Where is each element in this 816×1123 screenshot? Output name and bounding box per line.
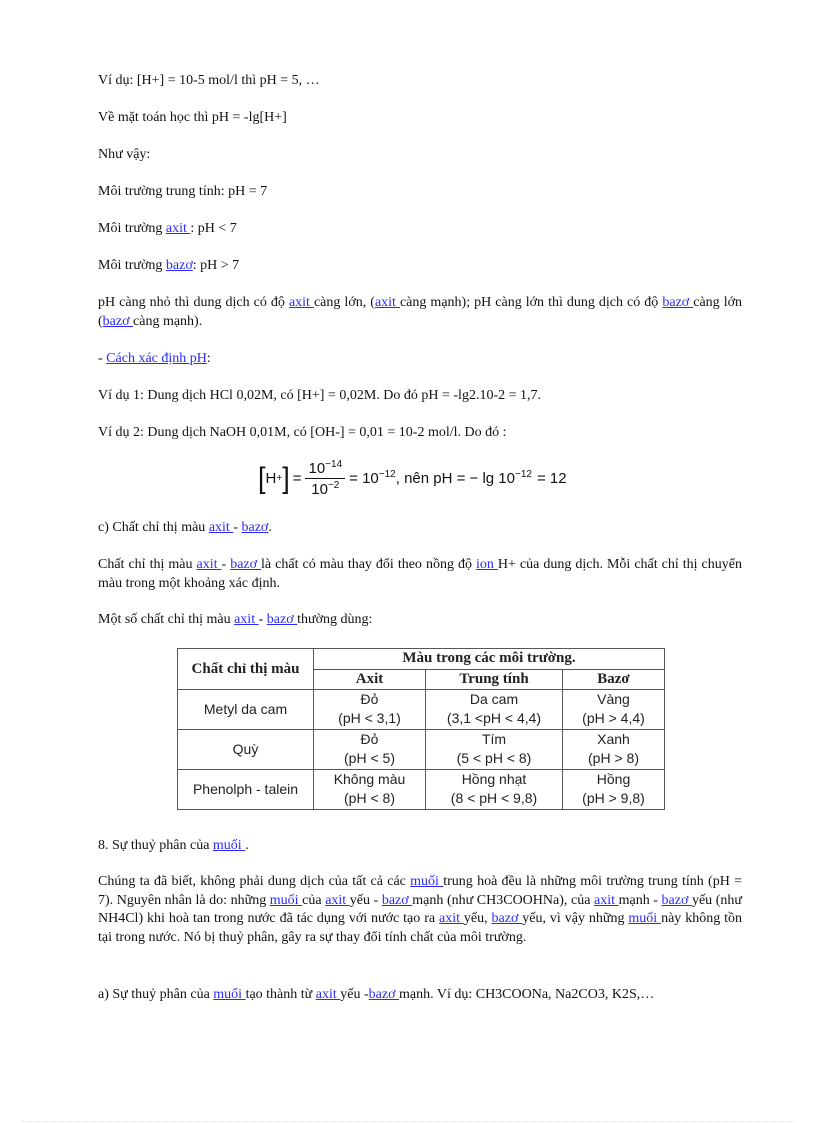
formula-mid: , nên pH = − $\lg 10^{-12}$ [395,469,532,487]
text: c) Chất chỉ thị màu [98,520,209,535]
indicator-table-image [177,648,665,810]
formula-eq2: = $10^{-12}$ [349,469,396,487]
table-row [178,769,665,809]
indicator-name: Metyl da cam [178,690,314,730]
indicator-definition [98,555,742,593]
header-indicator: Chất chỉ thị màu [178,649,314,690]
text: Môi trường [98,258,166,273]
text: 8. Sự thuỷ phân của [98,838,213,853]
text: mạnh - [618,892,662,908]
text: càng lớn ( [98,295,742,329]
link-ion[interactable]: ion [475,557,498,572]
neutral-cell: Hồng nhạt (8 < pH < 9,8) [426,769,563,809]
formula-h: H [265,469,277,487]
text: mạnh (như CH3COOHNa), của [412,892,594,908]
link-axit[interactable]: axit [374,295,400,310]
text: trung hoà đều là những môi trường trung tính (pH = 7). Nguyên nhân là do: những [98,874,742,908]
text: của [302,892,326,908]
link-muoi[interactable]: muối [269,892,303,908]
fraction-numerator: $10^{-14}$ [305,459,345,479]
ph-method-heading [98,349,742,368]
acid-env [98,219,742,238]
text: Chất chỉ thị màu [98,557,197,572]
header-environment: Màu trong các môi trường. [314,649,665,670]
link-bazo[interactable]: bazơ [662,295,694,310]
formula-eq1: = [292,469,302,487]
formula-result: = 12 [536,469,567,487]
page-bottom-divider [22,1121,794,1122]
acid-cell: Đỏ (pH < 3,1) [314,690,426,730]
indicator-table [177,648,665,810]
table-row [178,690,665,730]
link-bazo[interactable]: bazơ [491,911,523,926]
example-1: Ví dụ 1: Dung dịch HCl 0,02M, có [H+] = 0,02M. Do đó pH = -lg2.10-2 = 1,7. [98,388,542,403]
ph-formula [258,454,567,502]
link-axit[interactable]: axit [234,612,259,627]
link-axit[interactable]: axit [315,987,341,1002]
acid-cell: Đỏ (pH < 5) [314,729,426,769]
text: Một số chất chỉ thị màu [98,612,235,627]
text: yếu - [349,892,382,908]
link-bazo[interactable]: bazơ [230,557,262,572]
link-muoi[interactable]: muối [410,874,444,889]
hydrolysis-heading [98,836,742,855]
indicator-heading [98,518,742,537]
text: yếu (như NH4Cl) khi hoà tan trong nước đã tác dụng với nước tạo ra [98,892,743,926]
base-cell: Hồng (pH > 9,8) [563,769,665,809]
bracket-close: ] [282,460,290,494]
link-muoi[interactable]: muối [213,987,246,1002]
text: là chất có màu thay đổi theo nồng độ [261,557,476,572]
link-axit[interactable]: axit [288,295,314,310]
link-bazo[interactable]: bazơ [241,520,269,535]
common-indicators [98,610,742,629]
base-env [98,256,742,275]
link-ph-method[interactable]: Cách xác định pH [106,351,207,366]
link-muoi[interactable]: muối [628,911,662,926]
table-row [178,729,665,769]
text: : [206,351,211,366]
text: này không tồn tại trong nước. Nó bị thuỷ phân, gây ra sự thay đổi tính chất của môi trường. [98,911,743,945]
link-bazo[interactable]: bazơ [368,987,399,1002]
header-base: Bazơ [563,669,665,690]
link-bazo[interactable]: bazơ [266,612,298,627]
hydrolysis-explanation [98,873,742,947]
neutral-cell: Da cam (3,1 <pH < 4,4) [426,690,563,730]
text: càng lớn, ( [313,295,375,310]
base-cell: Xanh (pH > 8) [563,729,665,769]
text: càng mạnh); pH càng lớn thì dung dịch có độ [399,295,663,310]
text: a) Sự thuỷ phân của [98,987,214,1002]
formula-fraction [305,459,345,498]
text: Môi trường [98,221,166,236]
neutral-env: Môi trường trung tính: pH = 7 [98,184,268,199]
text: - [221,557,231,572]
link-bazo[interactable]: bazơ [381,892,413,908]
text: - [233,520,242,535]
link-bazo[interactable]: bazơ [661,892,692,908]
text: pH càng nhỏ thì dung dịch có độ [98,295,289,310]
indicator-name: Phenolph - talein [178,769,314,809]
link-muoi[interactable]: muối [212,838,246,853]
base-cell: Vàng (pH > 4,4) [563,690,665,730]
text: H+ của dung dịch. Mỗi chất chỉ thị chuyển màu trong một khoảng xác định. [98,557,742,591]
header-neutral: Trung tính [426,669,563,690]
link-bazo[interactable]: bazơ [102,314,134,329]
text: - [98,351,107,366]
text: yếu - [340,987,369,1002]
bracket-open: [ [258,460,266,494]
hydrolysis-case-a [98,985,738,1004]
link-bazo[interactable]: bazơ [165,258,193,273]
text: . [268,520,272,535]
text: Chúng ta đã biết, không phải dung dịch của tất cả các [98,874,411,889]
link-axit[interactable]: axit [165,221,191,236]
text: : pH < 7 [190,221,237,236]
example-2: Ví dụ 2: Dung dịch NaOH 0,01M, có [OH-] = 0,01 = 10-2 mol/l. Do đó : [98,425,507,440]
header-acid: Axit [314,669,426,690]
link-axit[interactable]: axit [594,892,619,908]
text: . [245,838,249,853]
text: thường dùng: [297,612,373,627]
text: : pH > 7 [192,258,240,273]
example-ph5: Ví dụ: [H+] = 10-5 mol/l thì pH = 5, … [98,73,320,88]
table-header-row [178,649,665,670]
text: yếu, [463,911,492,926]
text: tạo thành từ [245,987,316,1002]
link-axit[interactable]: axit [208,520,234,535]
ph-explanation [98,293,742,331]
acid-cell: Không màu (pH < 8) [314,769,426,809]
text: mạnh. Ví dụ: CH3COONa, Na2CO3, K2S,… [398,987,655,1002]
math-definition: Về mặt toán học thì pH = -lg[H+] [98,110,287,125]
thus-line: Như vậy: [98,147,151,162]
indicator-name: Quỳ [178,729,314,769]
link-axit[interactable]: axit [325,892,350,908]
text: càng mạnh). [133,314,203,329]
fraction-denominator: $10^{-2}$ [311,479,340,498]
neutral-cell: Tím (5 < pH < 8) [426,729,563,769]
formula-h-sup: + [276,472,283,484]
text: yếu, vì vậy những [522,911,629,926]
text: - [258,612,267,627]
link-axit[interactable]: axit [438,911,464,926]
link-axit[interactable]: axit [196,557,222,572]
